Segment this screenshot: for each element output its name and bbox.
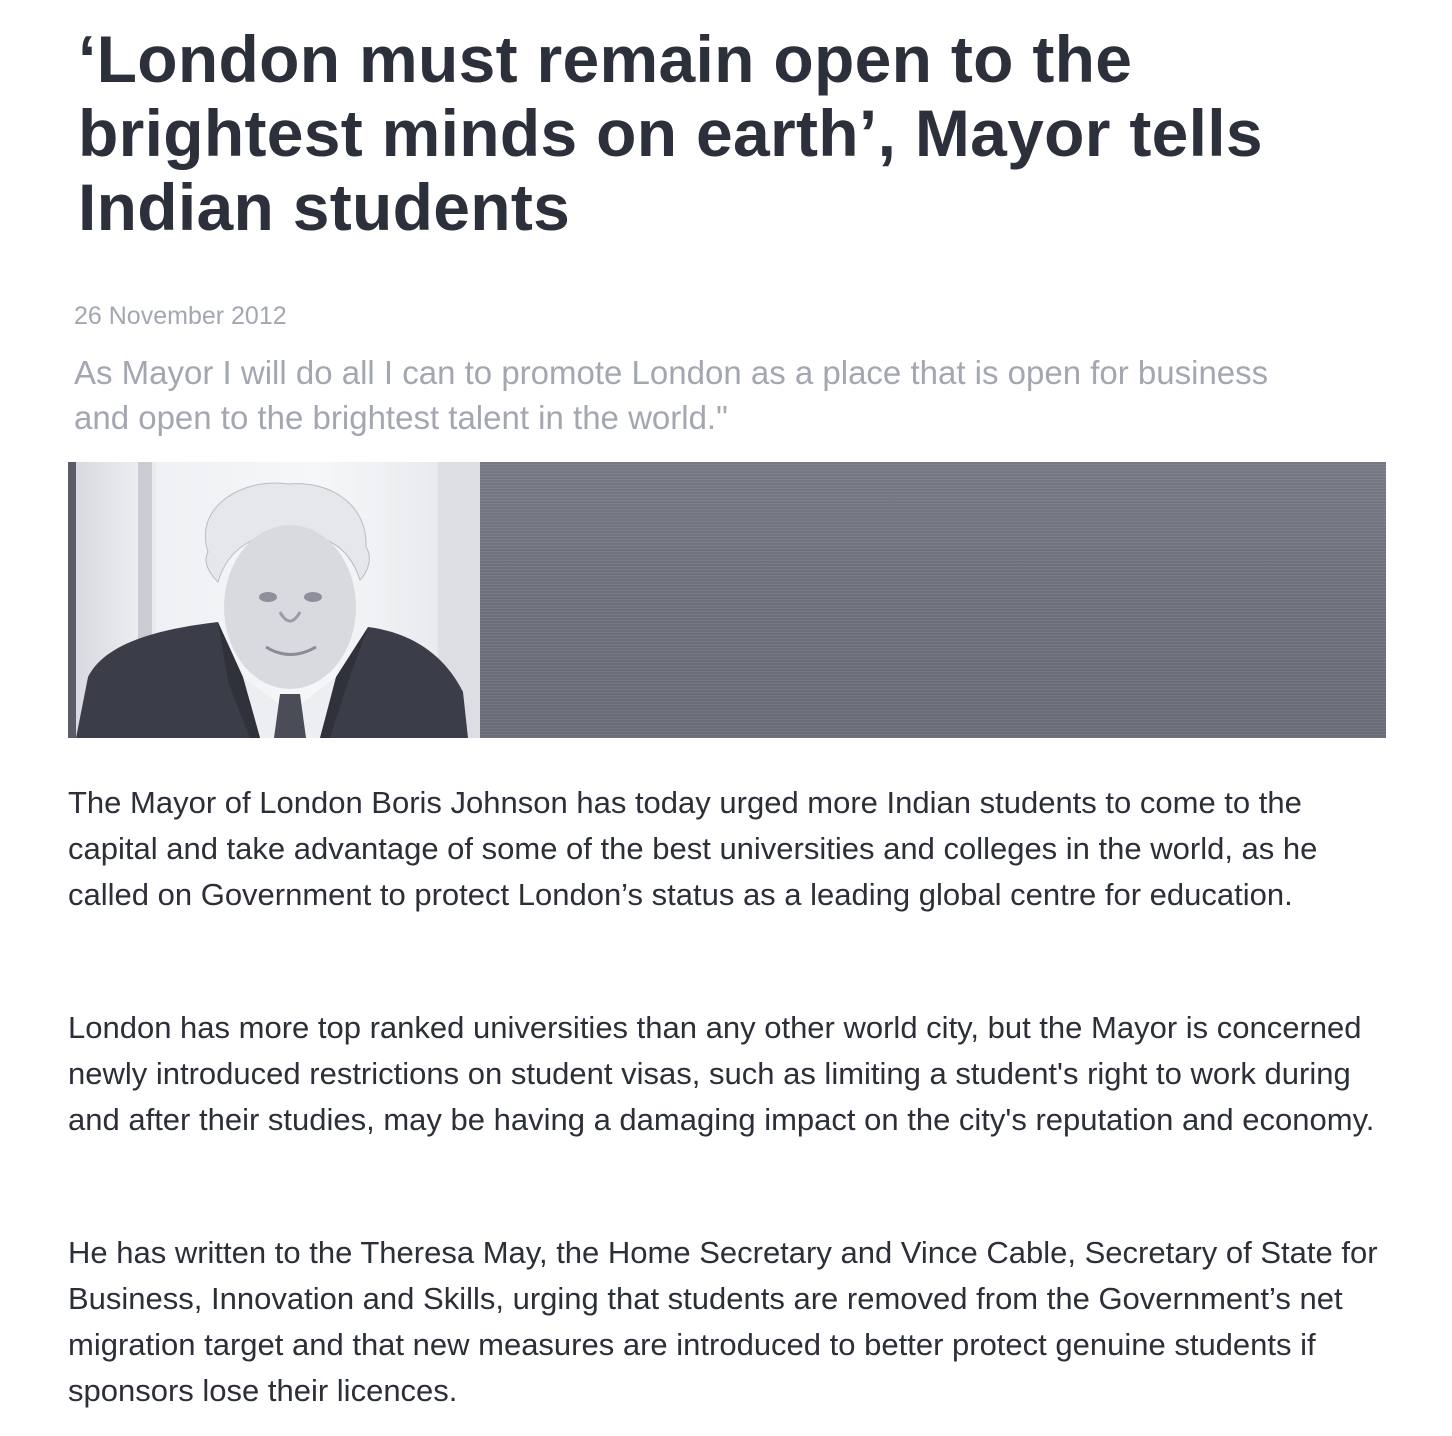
article-paragraph: The Mayor of London Boris Johnson has today urged more Indian students to come to the capital and take advantage of some of the best universities and colleges in the world, as he called on Government to protect London’s status as a leading global centre for education. <box>68 785 1318 912</box>
article-paragraph: London has more top ranked universities than any other world city, but the Mayor is concerned newly introduced restrictions on student visas, such as limiting a student's right to work during and after their studies, may be having a damaging impact on the city's reputation and economy. <box>68 1010 1375 1137</box>
article-date: 26 November 2012 <box>74 302 287 330</box>
photo-banner-panel <box>480 462 1386 738</box>
article-pullquote: As Mayor I will do all I can to promote London as a place that is open for business and open to the brightest talent in the world." <box>74 354 1269 436</box>
article-photo <box>68 462 1386 738</box>
article-paragraph: He has written to the Theresa May, the Home Secretary and Vince Cable, Secretary of State for Business, Innovation and Skills, urging that students are removed from the Government’s net migration target and that new measures are introduced to better protect genuine students if sponsors lose their licences. <box>68 1235 1378 1408</box>
mayor-portrait-image <box>68 462 480 738</box>
article-headline: ‘London must remain open to the brightest minds on earth’, Mayor tells Indian students <box>78 22 1263 244</box>
